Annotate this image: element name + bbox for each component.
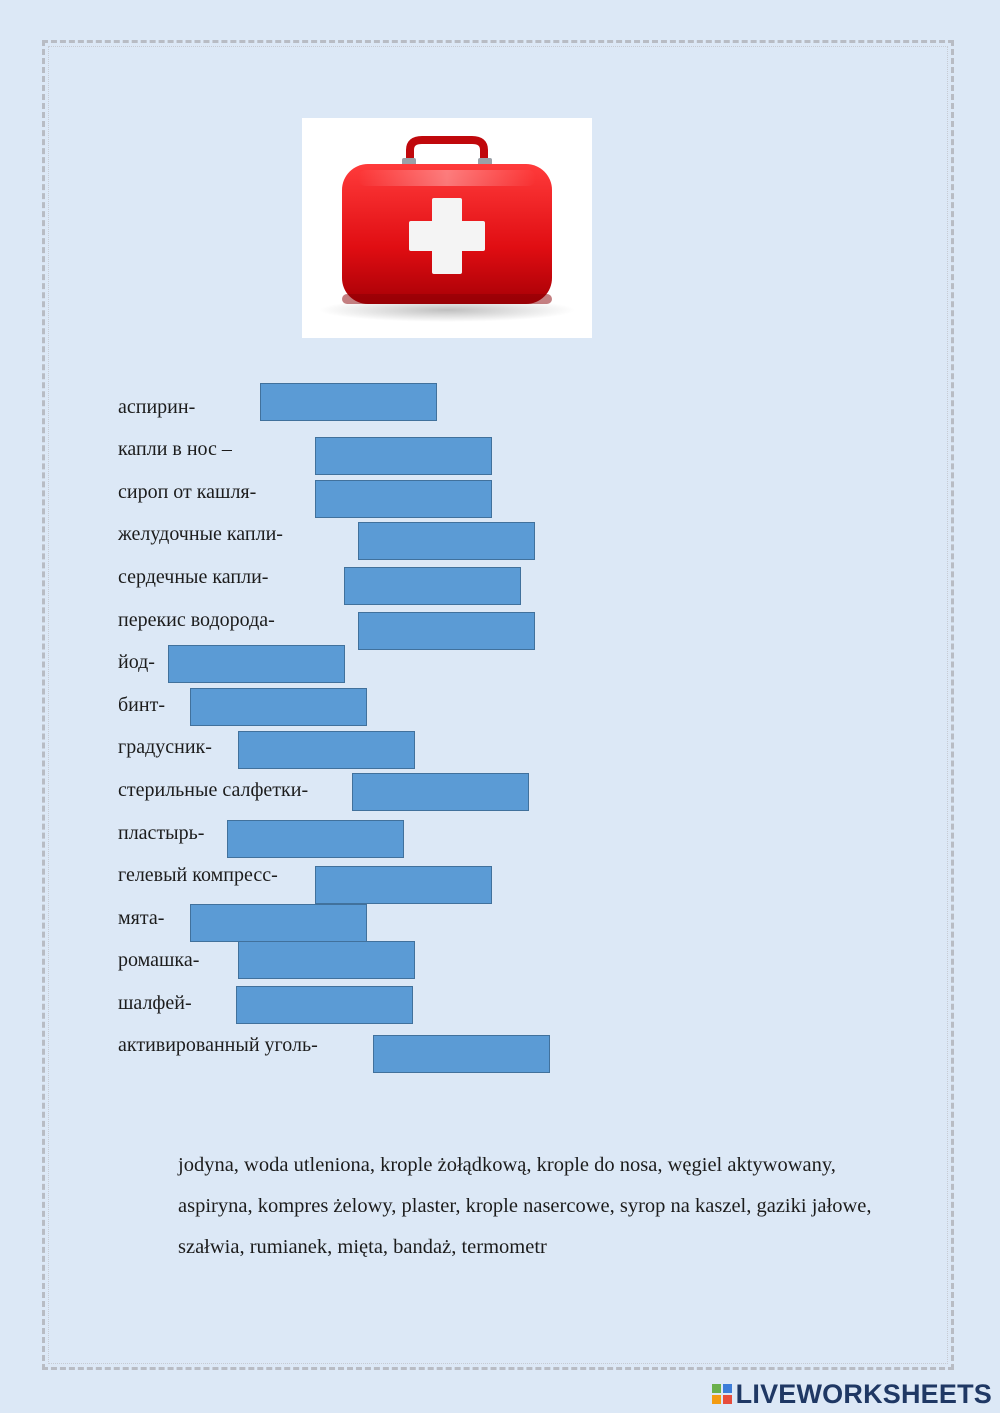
- answer-box[interactable]: [236, 986, 413, 1024]
- answer-box[interactable]: [168, 645, 345, 683]
- item-label: гелевый компресс-: [118, 864, 278, 886]
- answer-box[interactable]: [315, 480, 492, 518]
- answer-box[interactable]: [190, 688, 367, 726]
- answer-box[interactable]: [344, 567, 521, 605]
- item-label: капли в нос –: [118, 438, 232, 460]
- item-label: бинт-: [118, 694, 165, 716]
- item-label: ромашка-: [118, 949, 200, 971]
- answer-box[interactable]: [358, 522, 535, 560]
- item-label: градусник-: [118, 736, 212, 758]
- item-label: мята-: [118, 907, 165, 929]
- answer-box[interactable]: [352, 773, 529, 811]
- answer-box[interactable]: [227, 820, 404, 858]
- answer-box[interactable]: [190, 904, 367, 942]
- brand-name-part2: WORKSHEETS: [796, 1378, 992, 1409]
- item-label: перекис водорода-: [118, 609, 275, 631]
- item-label: йод-: [118, 651, 155, 673]
- first-aid-kit-icon: [302, 118, 592, 338]
- liveworksheets-logo: [712, 1379, 992, 1409]
- item-label: активированный уголь-: [118, 1034, 318, 1056]
- answer-box[interactable]: [315, 866, 492, 904]
- answer-box[interactable]: [238, 731, 415, 769]
- liveworksheets-logo-icon: [712, 1384, 732, 1404]
- answer-box[interactable]: [373, 1035, 550, 1073]
- item-label: желудочные капли-: [118, 523, 283, 545]
- answer-box[interactable]: [238, 941, 415, 979]
- answer-box[interactable]: [315, 437, 492, 475]
- item-label: стерильные салфетки-: [118, 779, 309, 801]
- brand-name-part1: LIVE: [735, 1378, 797, 1409]
- item-label: пластырь-: [118, 822, 205, 844]
- item-label: аспирин-: [118, 396, 196, 418]
- item-label: сердечные капли-: [118, 566, 269, 588]
- answer-box[interactable]: [358, 612, 535, 650]
- item-label: сироп от кашля-: [118, 481, 257, 503]
- item-label: шалфей-: [118, 992, 192, 1014]
- answer-box[interactable]: [260, 383, 437, 421]
- first-aid-kit-image: [302, 118, 592, 338]
- word-bank: jodyna, woda utleniona, krople żołądkową, krople do nosa, węgiel aktywowany, aspiryna, kompres żelowy, plaster, krople nasercowe, syrop na kaszel, gaziki jałowe, szałwia, rumianek, mięta, bandaż, termometr: [178, 1154, 872, 1258]
